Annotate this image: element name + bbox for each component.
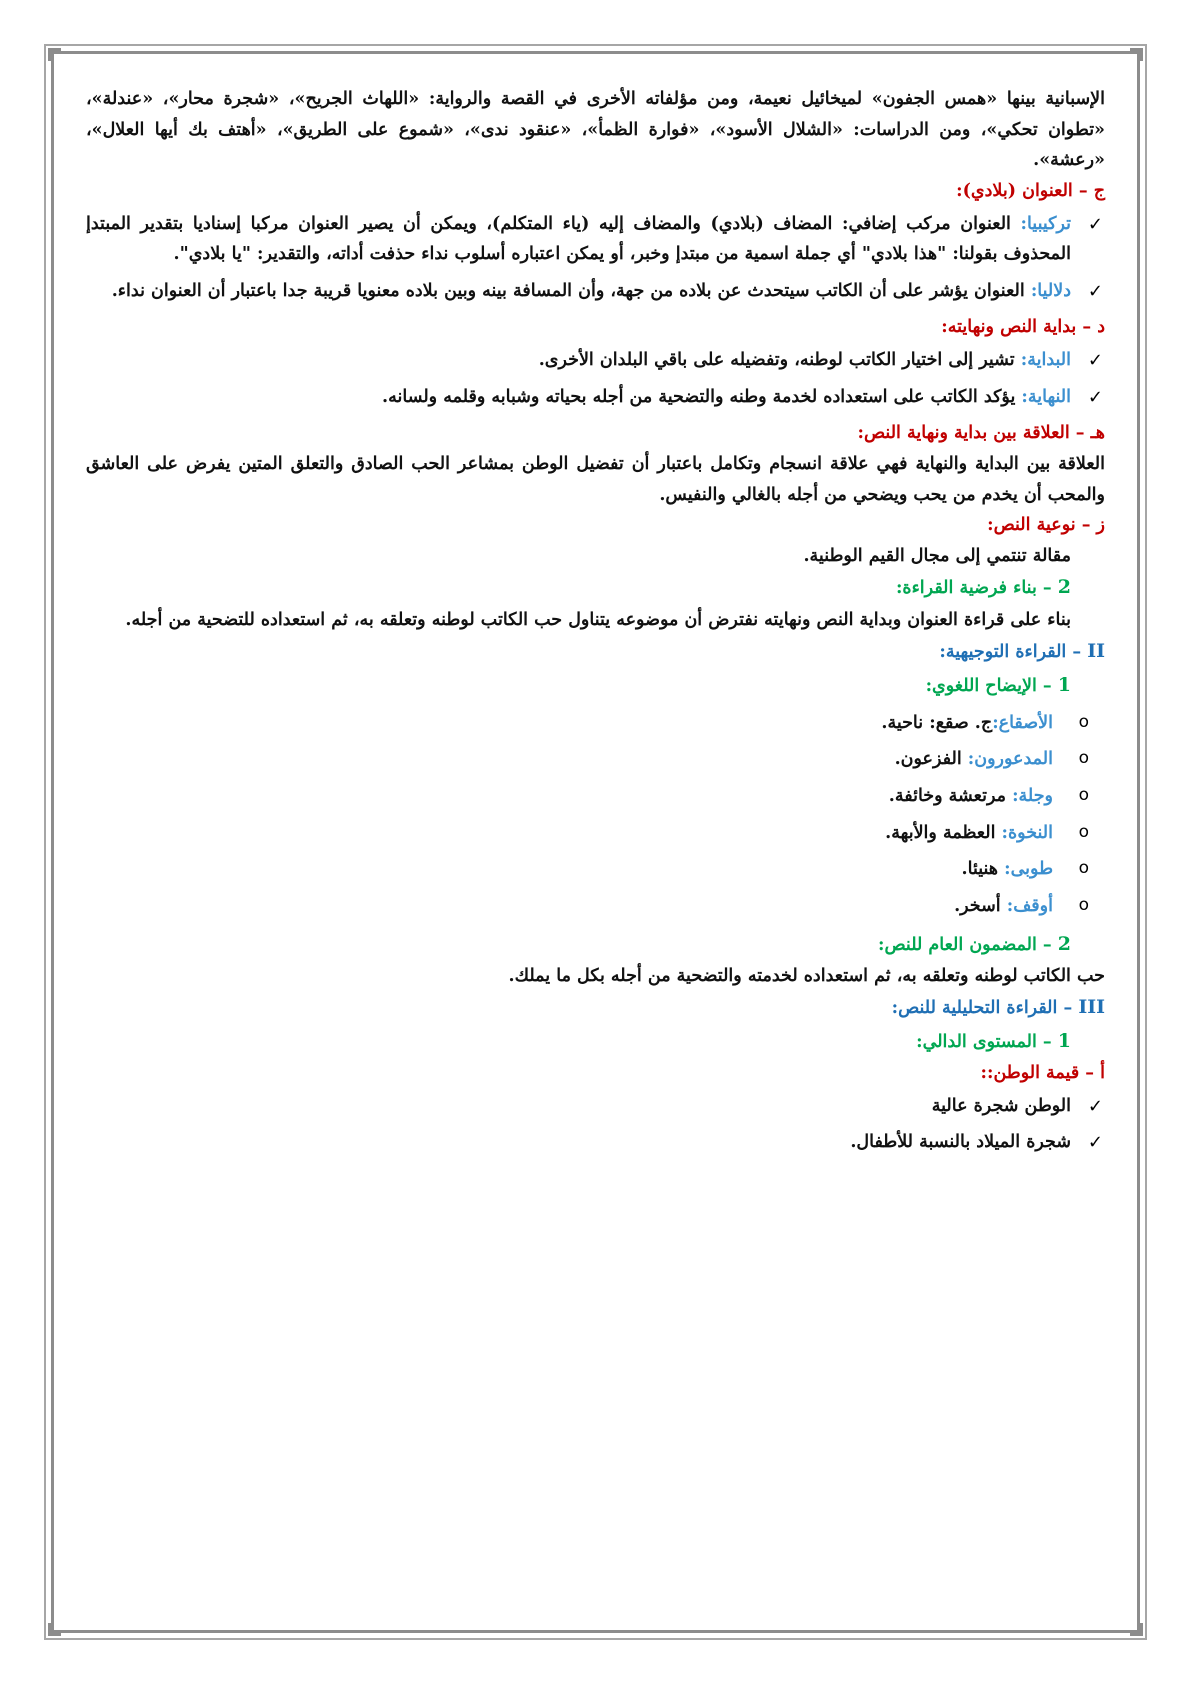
heading-text: – الإيضاح اللغوي: <box>925 675 1058 696</box>
list-item <box>86 209 1105 270</box>
section-heading-title: ج – العنوان (بلادي): <box>956 180 1105 201</box>
vocab-meaning: أسخر. <box>954 895 1007 916</box>
vocab-word: الأصقاع: <box>992 712 1053 733</box>
bullet-circle-icon: o <box>1078 785 1089 805</box>
document-body <box>86 84 1105 1164</box>
term-label: تركيبيا: <box>1020 213 1071 234</box>
term-text: العنوان مركب إضافي: المضاف (بلادي) والمضاف إليه (ياء المتكلم)، ويمكن أن يصير العنوان مركبا إسناديا بتقدير المبتدإ المحذوف بقولنا: "هذا بلادي" أي جملة اسمية من مبتدإ وخبر، أو يمكن اعتباره أسلوب نداء حذفت أداته، والتقدير: "يا بلادي". <box>86 213 1071 265</box>
corner-ornament <box>1130 1623 1143 1636</box>
vocab-word: طوبى: <box>1004 859 1053 880</box>
heading-number: 2 <box>1057 576 1071 599</box>
bullet-circle-icon: o <box>1078 821 1089 842</box>
term-label: دلاليا: <box>1030 280 1071 301</box>
checkmark-icon: ✓ <box>1087 1095 1103 1117</box>
relation-paragraph: العلاقة بين البداية والنهاية فهي علاقة انسجام وتكامل باعتبار أن تفضيل الوطن بمشاعر الحب الصادق والتعلق المتين يفرض على العاشق والمحب أن يخدم من يحب ويضحي من أجله بالغالي والنفيس. <box>86 453 1105 505</box>
heading-number: III <box>1078 996 1105 1019</box>
subsection-heading-homeland-value: أ – قيمة الوطن:: <box>980 1062 1105 1083</box>
section-heading-hypothesis <box>86 571 1105 604</box>
list-item <box>86 276 1105 307</box>
vocab-meaning: ج. صقع: ناحية. <box>881 712 993 733</box>
intro-paragraph: الإسبانية بينها «همس الجفون» لميخائيل نعيمة، ومن مؤلفاته الأخرى في القصة والرواية: «اللهاث الجريح»، «شجرة محار»، «عندلة»، «تطوان تحكي»، ومن الدراسات: «الشلال الأسود»، «فوارة الظمأ»، «عنقود ندى»، «شموع على الطريق»، «أهتف بك أيها العلال»، «رعشة». <box>86 89 1105 171</box>
bullet-circle-icon: o <box>1078 748 1089 769</box>
list-item <box>86 1127 1105 1158</box>
term-text: العنوان يؤشر على أن الكاتب سيتحدث عن بلاده من جهة، وأن المسافة بينه وبين بلاده معنويا قريبة جدا باعتبار أن العنوان نداء. <box>111 280 1031 301</box>
bullet-circle-icon: o <box>1078 858 1089 879</box>
subsection-heading-semantic-level <box>86 1025 1105 1058</box>
vocab-word: النخوة: <box>1001 822 1053 843</box>
checkmark-icon: ✓ <box>1087 350 1103 371</box>
bullet-circle-icon: o <box>1078 894 1089 915</box>
bullet-circle-icon: o <box>1078 711 1089 732</box>
heading-text: – القراءة التوجيهية: <box>939 642 1088 663</box>
general-content-paragraph: حب الكاتب لوطنه وتعلقه به، ثم استعداده لخدمته والتضحية من أجله بكل ما يملك. <box>508 965 1105 986</box>
list-item <box>86 1091 1105 1122</box>
list-item <box>86 345 1105 376</box>
list-item-text: الوطن شجرة عالية <box>931 1095 1071 1116</box>
vocab-item <box>86 891 1105 922</box>
list-item-text: شجرة الميلاد بالنسبة للأطفال. <box>850 1132 1071 1153</box>
subsection-heading-vocab <box>86 669 1105 702</box>
term-label: النهاية: <box>1021 386 1071 407</box>
section-heading-relation: هـ – العلاقة بين بداية ونهاية النص: <box>857 423 1105 444</box>
section-heading-guided-reading <box>86 635 1105 668</box>
heading-number: 2 <box>1057 932 1071 955</box>
term-text: تشير إلى اختيار الكاتب لوطنه، وتفضيله على باقي البلدان الأخرى. <box>538 350 1021 370</box>
list-item <box>86 382 1105 413</box>
section-heading-text-type: ز – نوعية النص: <box>987 515 1105 536</box>
corner-ornament <box>48 48 61 61</box>
term-text: يؤكد الكاتب على استعداده لخدمة وطنه والتضحية من أجله بحياته وشبابه وقلمه ولسانه. <box>382 386 1022 407</box>
checkmark-icon: ✓ <box>1087 213 1103 235</box>
vocab-word: المدعورون: <box>967 749 1053 770</box>
heading-text: – المضمون العام للنص: <box>878 934 1058 955</box>
checkmark-icon: ✓ <box>1087 386 1103 408</box>
vocab-item <box>86 854 1105 885</box>
text-type-paragraph: مقالة تنتمي إلى مجال القيم الوطنية. <box>803 545 1071 566</box>
heading-text: – المستوى الدالي: <box>916 1031 1058 1052</box>
vocab-meaning: العظمة والأبهة. <box>885 822 1002 843</box>
section-heading-analytic-reading <box>86 991 1105 1024</box>
vocab-meaning: هنيئا. <box>961 859 1005 880</box>
term-label: البداية: <box>1020 350 1071 370</box>
heading-text: – بناء فرضية القراءة: <box>895 578 1058 599</box>
vocab-item <box>86 781 1105 812</box>
subsection-heading-general-content <box>86 928 1105 961</box>
heading-number: II <box>1087 640 1105 663</box>
corner-ornament <box>48 1623 61 1636</box>
heading-number: 1 <box>1057 673 1071 696</box>
vocab-word: وجلة: <box>1012 786 1053 806</box>
vocab-item <box>86 744 1105 775</box>
vocab-meaning: الفزعون. <box>894 749 968 770</box>
vocab-item <box>86 708 1105 739</box>
heading-text: – القراءة التحليلية للنص: <box>891 998 1079 1019</box>
vocab-item <box>86 818 1105 849</box>
checkmark-icon: ✓ <box>1087 1132 1103 1154</box>
vocab-meaning: مرتعشة وخائفة. <box>888 786 1013 806</box>
heading-number: 1 <box>1057 1029 1071 1052</box>
checkmark-icon: ✓ <box>1087 280 1103 302</box>
corner-ornament <box>1130 48 1143 61</box>
section-heading-start-end: د – بداية النص ونهايته: <box>941 317 1105 338</box>
hypothesis-paragraph: بناء على قراءة العنوان وبداية النص ونهايته نفترض أن موضوعه يتناول حب الكاتب لوطنه وتعلقه به، ثم استعداده للتضحية من أجله. <box>125 609 1071 630</box>
vocab-word: أوقف: <box>1006 895 1053 916</box>
